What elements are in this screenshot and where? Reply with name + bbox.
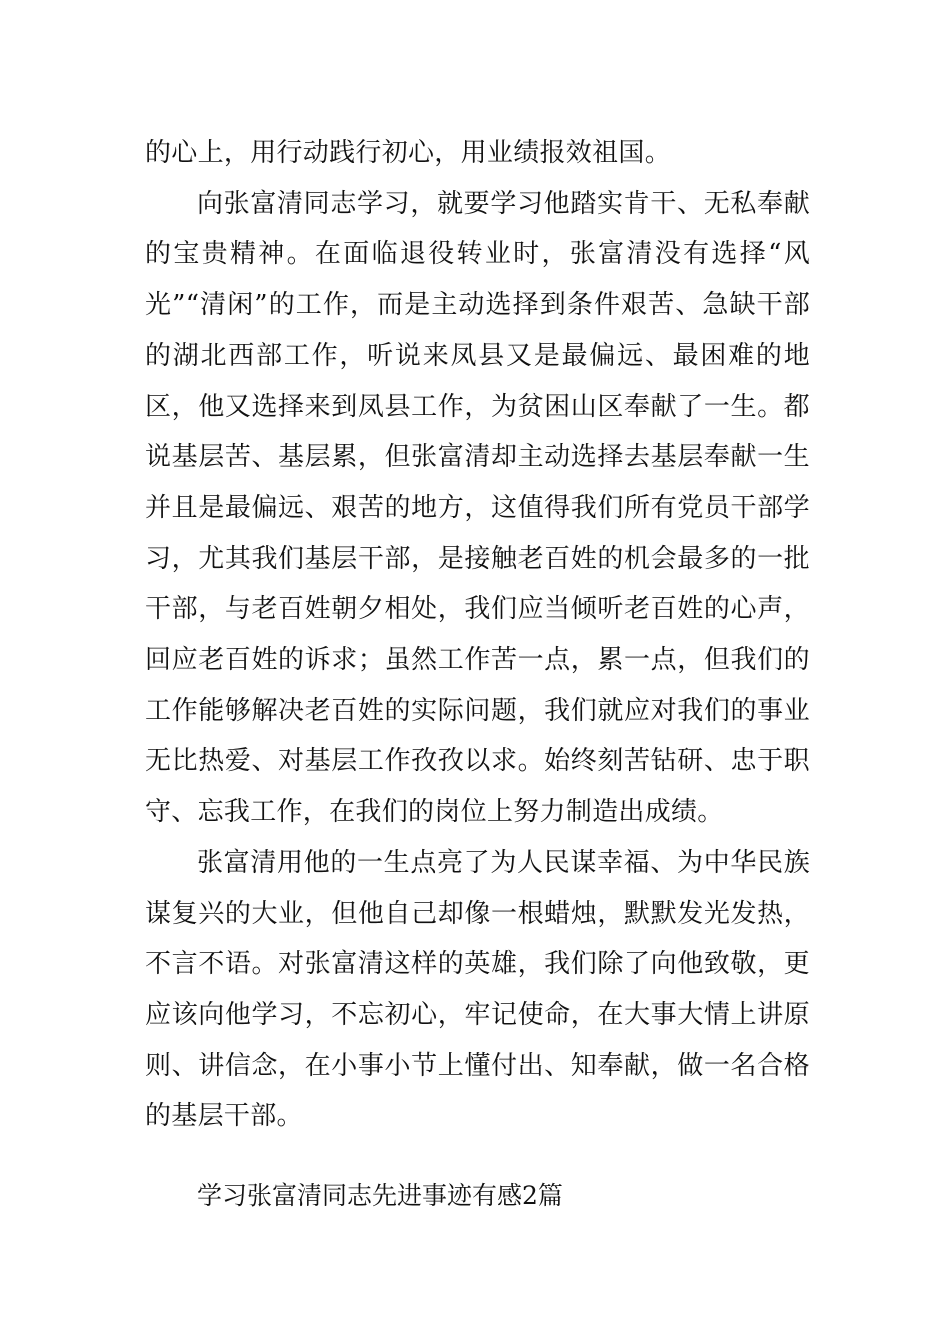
paragraph-conclusion: 张富清用他的一生点亮了为人民谋幸福、为中华民族谋复兴的大业，但他自己却像一根蜡烛，默默发光发热，不言不语。对张富清这样的英雄，我们除了向他致敬，更应该向他学习，不忘初心，牢记使命，在大事大情上讲原则、讲信念，在小事小节上懂付出、知奉献，做一名合格的基层干部。 — [145, 847, 810, 1132]
paragraph-continuation: 的心上，用行动践行初心，用业绩报效祖国。 — [145, 138, 672, 168]
paragraph-learning-spirit: 向张富清同志学习，就要学习他踏实肯干、无私奉献的宝贵精神。在面临退役转业时，张富清没有选择“风光”“清闲”的工作，而是主动选择到条件艰苦、急缺干部的湖北西部工作，听说来凤县又是最偏远、最困难的地区，他又选择来到凤县工作，为贫困山区奉献了一生。都说基层苦、基层累，但张富清却主动选择去基层奉献一生并且是最偏远、艰苦的地方，这值得我们所有党员干部学习，尤其我们基层干部，是接触老百姓的机会最多的一批干部，与老百姓朝夕相处，我们应当倾听老百姓的心声，回应老百姓的诉求；虽然工作苦一点，累一点，但我们的工作能够解决老百姓的实际问题，我们就应对我们的事业无比热爱、对基层工作孜孜以求。始终刻苦钻研、忠于职守、忘我工作，在我们的岗位上努力制造出成绩。 — [145, 188, 810, 828]
next-article-heading: 学习张富清同志先进事迹有感2篇 — [197, 1181, 563, 1210]
document-body — [145, 128, 810, 1142]
